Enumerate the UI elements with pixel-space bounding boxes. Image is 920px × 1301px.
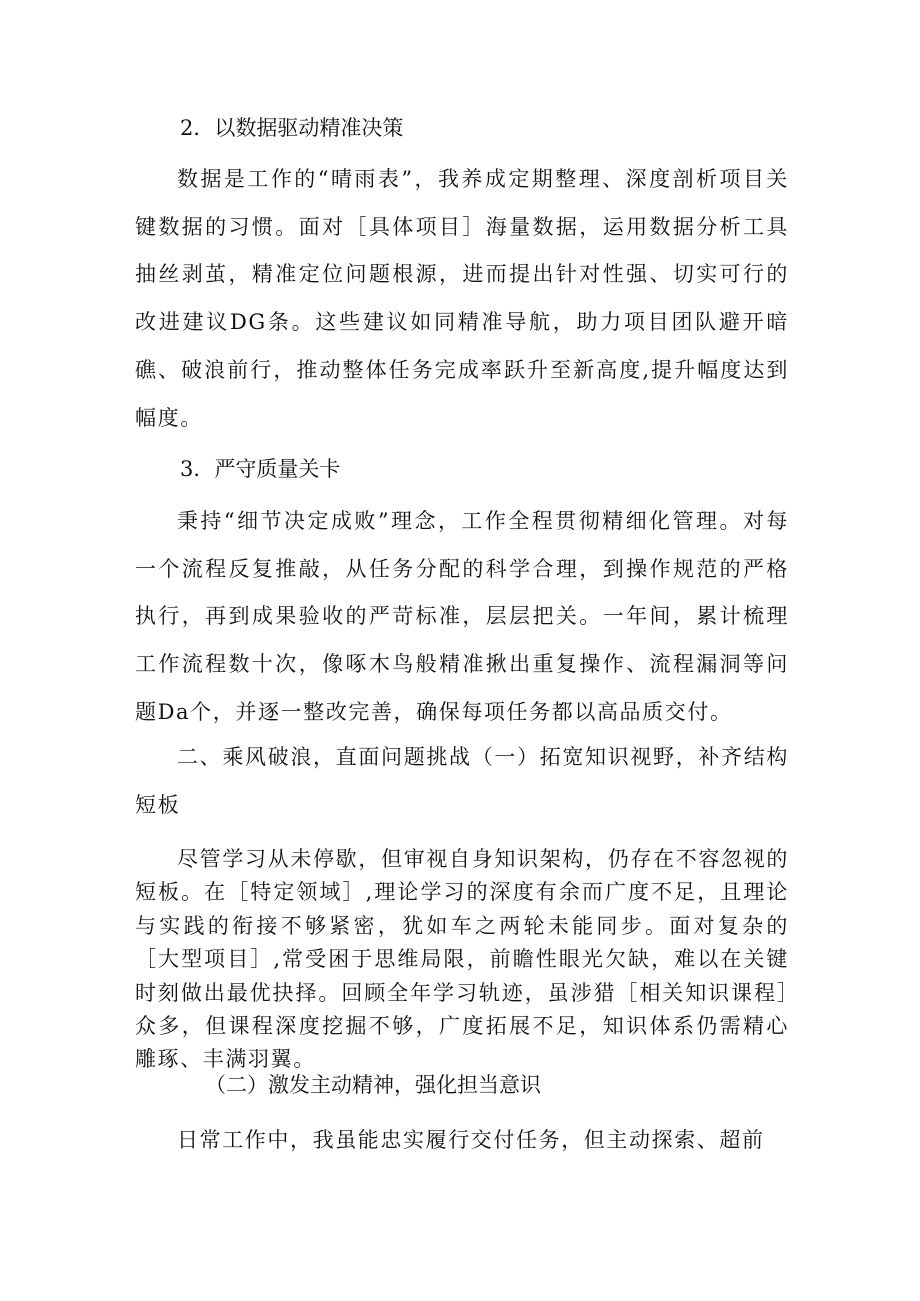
paragraph-initiative: 日常工作中，我虽能忠实履行交付任务，但主动探索、超前 xyxy=(177,1128,765,1152)
section-heading-challenges: 二、乘风破浪，直面问题挑战（一）拓宽知识视野，补齐结构短板 xyxy=(135,745,789,817)
subsection-heading-quality: 3．严守质量关卡 xyxy=(180,457,341,481)
subsection-heading-data-driven: 2．以数据驱动精准决策 xyxy=(180,116,404,140)
paragraph-knowledge-gaps: 尽管学习从未停歇，但审视自身知识架构，仍存在不容忽视的短板。在［特定领域］,理论学习的深度有余而广度不足，且理论与实践的衔接不够紧密，犹如车之两轮未能同步。面对复杂的［大型项目］,常受困于思维局限，前瞻性眼光欠缺，难以在关键时刻做出最优抉择。回顾全年学习轨迹，虽涉猎［相关知识课程］众多，但课程深度挖掘不够，广度拓展不足，知识体系仍需精心雕琢、丰满羽翼。 xyxy=(135,847,789,1072)
paragraph-data-driven: 数据是工作的“晴雨表”，我养成定期整理、深度剖析项目关键数据的习惯。面对［具体项目］海量数据，运用数据分析工具抽丝剥茧，精准定位问题根源，进而提出针对性强、切实可行的改进建议DG条。这些建议如同精准导航，助力项目团队避开暗礁、破浪前行，推动整体任务完成率跃升至新高度,提升幅度达到幅度。 xyxy=(135,167,789,430)
paragraph-quality: 秉持“细节决定成败”理念，工作全程贯彻精细化管理。对每一个流程反复推敲，从任务分配的科学合理，到操作规范的严格执行，再到成果验收的严苛标准，层层把关。一年间，累计梳理工作流程数十次，像啄木鸟般精准揪出重复操作、流程漏洞等问题Da个，并逐一整改完善，确保每项任务都以高品质交付。 xyxy=(135,509,789,724)
subsection-heading-initiative: （二）激发主动精神，强化担当意识 xyxy=(205,1073,541,1097)
